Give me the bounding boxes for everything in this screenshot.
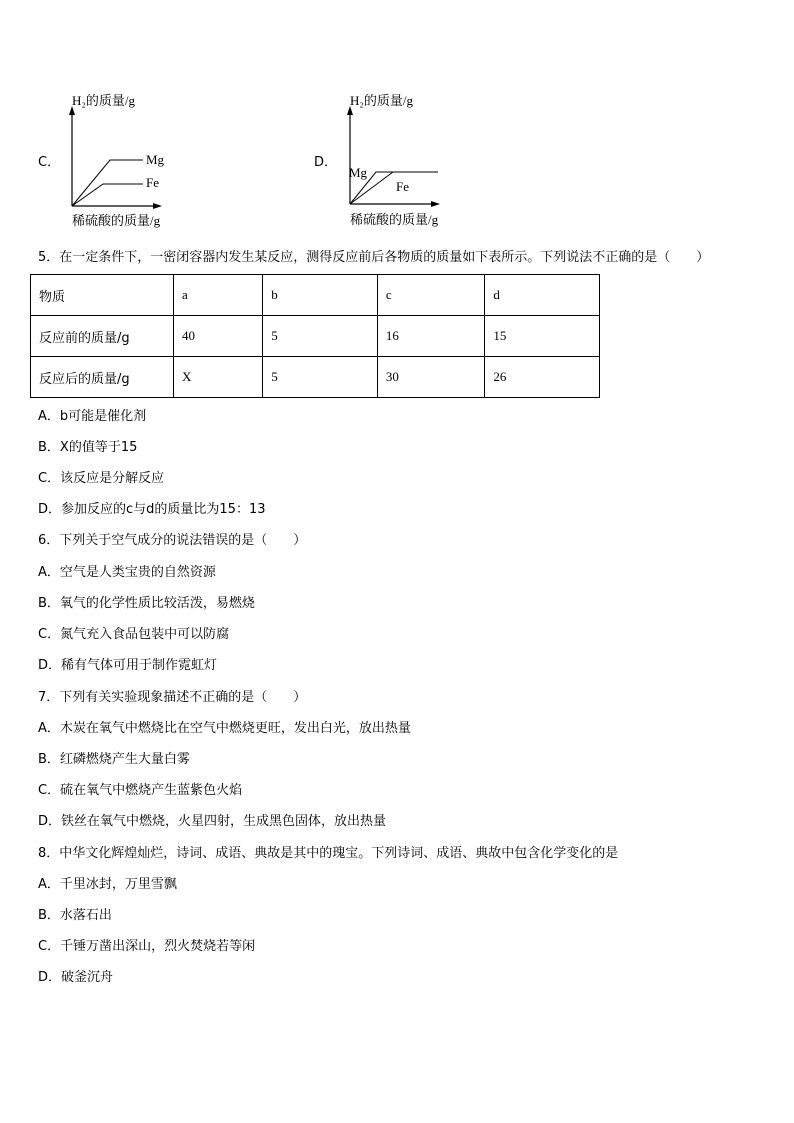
option-c-xlabel: 稀硫酸的质量/g — [72, 213, 161, 228]
q6-option-a: A．空气是人类宝贵的自然资源 — [38, 565, 216, 580]
option-c-ylabel: H₂的质量/g — [72, 93, 136, 108]
option-c-x-arrow — [153, 203, 162, 209]
q5-option-d: D．参加反应的c与d的质量比为15：13 — [38, 502, 266, 517]
q6-option-d: D．稀有气体可用于制作霓虹灯 — [38, 658, 218, 673]
option-c-mg-label: Mg — [146, 152, 165, 167]
q7-option-d: D．铁丝在氧气中燃烧，火星四射，生成黑色固体，放出热量 — [38, 814, 387, 829]
option-d-x-arrow — [431, 201, 440, 207]
q7-option-b: B．红磷燃烧产生大量白雾 — [38, 752, 190, 767]
q8-option-b: B．水落石出 — [38, 908, 112, 923]
q7-option-a: A．木炭在氧气中燃烧比在空气中燃烧更旺，发出白光，放出热量 — [38, 721, 411, 736]
table-cell: 15 — [485, 316, 600, 357]
table-cell: 16 — [377, 316, 485, 357]
option-d-fe-label: Fe — [396, 179, 409, 194]
table-cell: a — [174, 275, 263, 316]
option-d-graph — [338, 88, 468, 230]
option-d-ylabel: H₂的质量/g — [350, 93, 414, 108]
q8-option-d: D．破釜沉舟 — [38, 970, 114, 985]
q5-option-a: A．b可能是催化剂 — [38, 409, 147, 424]
q5-table — [30, 274, 600, 398]
table-cell: 反应前的质量/g — [31, 316, 174, 357]
table-cell: 40 — [174, 316, 263, 357]
option-d-letter: D． — [314, 155, 338, 170]
q5-option-c: C．该反应是分解反应 — [38, 471, 165, 486]
option-c-mg-line — [72, 160, 143, 206]
q7-stem: 7．下列有关实验现象描述不正确的是（ ） — [38, 690, 307, 705]
q8-stem: 8．中华文化辉煌灿烂，诗词、成语、典故是其中的瑰宝。下列诗词、成语、典故中包含化学变化的是 — [38, 846, 619, 861]
table-row — [31, 316, 600, 357]
table-cell: 30 — [377, 357, 485, 398]
table-cell: 5 — [263, 357, 378, 398]
table-row — [31, 275, 600, 316]
option-d-mg-label: Mg — [349, 165, 368, 180]
q8-option-a: A．千里冰封，万里雪飘 — [38, 877, 177, 892]
table-cell: b — [263, 275, 378, 316]
table-cell: 26 — [485, 357, 600, 398]
table-cell: 反应后的质量/g — [31, 357, 174, 398]
q7-option-c: C．硫在氧气中燃烧产生蓝紫色火焰 — [38, 783, 243, 798]
option-c-fe-line — [72, 184, 143, 206]
table-cell: X — [174, 357, 263, 398]
q6-option-b: B．氧气的化学性质比较活泼，易燃烧 — [38, 596, 255, 611]
table-cell: c — [377, 275, 485, 316]
option-c-graph — [60, 88, 190, 230]
table-cell: 5 — [263, 316, 378, 357]
option-c-letter: C． — [38, 155, 61, 170]
option-d-xlabel: 稀硫酸的质量/g — [350, 212, 439, 227]
q5-option-b: B．X的值等于15 — [38, 440, 138, 455]
table-row — [31, 357, 600, 398]
q5-stem: 5．在一定条件下，一密闭容器内发生某反应，测得反应前后各物质的质量如下表所示。下列说法不正确的是（ ） — [38, 250, 710, 265]
q6-stem: 6．下列关于空气成分的说法错误的是（ ） — [38, 533, 307, 548]
q8-option-c: C．千锤万凿出深山，烈火焚烧若等闲 — [38, 939, 256, 954]
q6-option-c: C．氮气充入食品包装中可以防腐 — [38, 627, 230, 642]
table-cell: d — [485, 275, 600, 316]
option-c-fe-label: Fe — [146, 175, 159, 190]
table-cell: 物质 — [31, 275, 174, 316]
